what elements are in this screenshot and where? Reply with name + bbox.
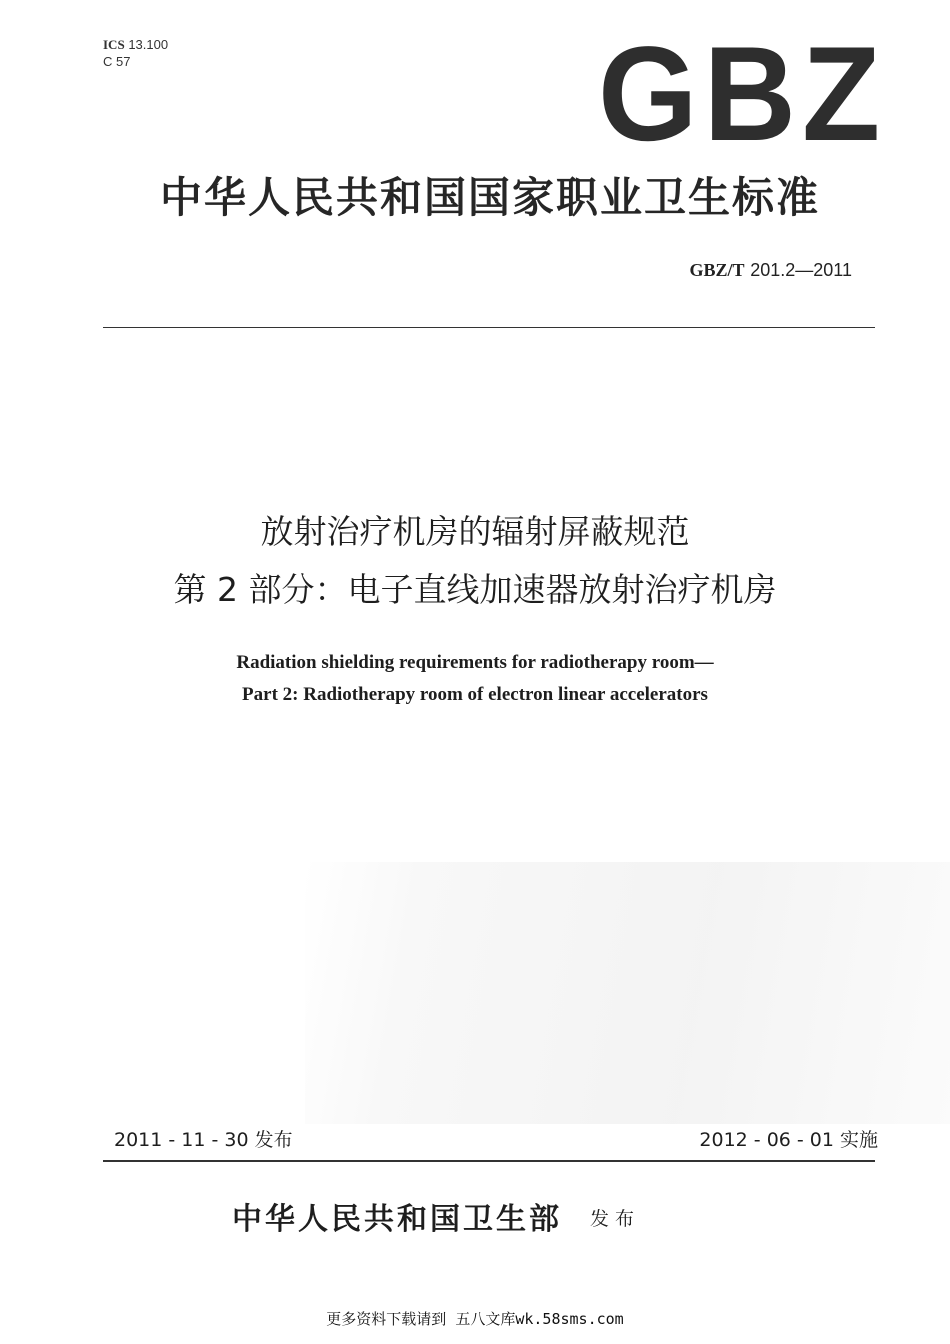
national-standard-title: 中华人民共和国国家职业卫生标准 [159,173,820,222]
issue-date-value: 2011 - 11 - 30 [114,1129,249,1151]
chinese-title-line-1: 放射治疗机房的辐射屏蔽规范 [260,512,690,551]
ccs-code: C 57 [103,54,131,69]
issue-label: 发布 [254,1129,293,1151]
ics-code-line [103,36,168,53]
implementation-date [699,1127,878,1153]
scan-shading [305,862,950,1124]
issue-date [114,1127,293,1153]
implementation-label: 实施 [839,1129,878,1151]
top-divider [103,327,875,328]
english-title-line-1: Radiation shielding requirements for radiotherapy room— [236,652,714,673]
standard-code: GBZ/T [689,260,745,280]
chinese-title-line-2: 第 2 部分：电子直线加速器放射治疗机房 [173,570,777,609]
issuer [232,1200,640,1240]
bottom-divider [103,1160,875,1162]
classification-codes [103,36,168,70]
standard-number [689,258,852,283]
issuer-action: 发布 [590,1208,641,1230]
gbz-logo: GBZ [598,19,887,170]
ics-code: 13.100 [128,37,169,52]
issuer-name: 中华人民共和国卫生部 [232,1202,562,1237]
ics-label: ICS [103,37,125,52]
download-footer-link[interactable]: 更多资料下载请到 五八文库wk.58sms.com [326,1310,624,1328]
english-title-line-2: Part 2: Radiotherapy room of electron linear accelerators [242,684,708,705]
implementation-date-value: 2012 - 06 - 01 [699,1129,834,1151]
standard-number-value: 201.2—2011 [750,260,852,280]
